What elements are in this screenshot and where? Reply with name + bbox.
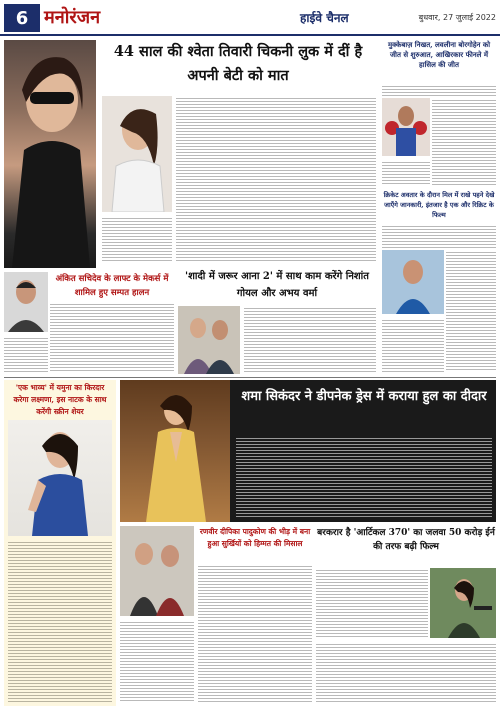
cricket-body-top (382, 224, 496, 248)
ankit-headline: अंकित सचिदेव के लाफ्ट के मेकर्स में शामिल हुए सम्पत हालन (55, 274, 169, 298)
boxing-body (432, 98, 496, 186)
section-divider (4, 377, 496, 378)
boxing-body-bottom (382, 160, 430, 186)
boxing-body-top (382, 84, 496, 96)
deepika-body (198, 564, 312, 702)
boxing-headline: मुक्केबाज़ निखत, लवलीना बोरगोहेन को जीत से शुरुआत, आखिरकार फीनले में हासिल की जीत (387, 40, 491, 69)
deepika-body-left (120, 620, 194, 702)
shweta-body (176, 96, 376, 262)
shama-body (236, 436, 492, 518)
cricket-body (446, 250, 496, 372)
shama-photo (120, 380, 230, 522)
section-title: मनोरंजन (44, 7, 101, 28)
article370-body (316, 642, 496, 702)
kaal-photo (8, 420, 112, 536)
ankit-body-bottom (4, 336, 48, 372)
shama-headline: शमा सिकंदर ने डीपनेक ड्रेस में कराया हुल का दीदार (241, 389, 487, 404)
article370-body-top (316, 568, 428, 638)
cricket-photo (382, 250, 444, 314)
kaal-headline: 'एक भाव्य' में यमुना का किरदार करेगा लक्ष्मणा, इस नाटक के साथ करेंगी स्क्रीन शेयर (13, 383, 107, 416)
boxing-photo (382, 98, 430, 156)
deepika-headline: रणवीर दीपिका पादुकोण की भीड़ में बना हुआ सुर्खियों को हिम्मत की मिसाल (199, 527, 311, 548)
paper-name: हाईवे चैनल (300, 11, 349, 25)
deepika-photo (120, 526, 194, 616)
shweta-photo (4, 40, 96, 268)
ankit-body (50, 302, 174, 372)
cricket-headline: क्रिकेट अवतार के दौरान मिल में राखे पहने देखे जाएँगे जानकारी, इंतजार है एक और रिक्रिट के फिल्म (383, 191, 495, 219)
shaadi-photo (178, 306, 240, 374)
shaadi-headline: 'शादी में जरूर आना 2' में साथ काम करेंगे निशांत गोयल और अभय वर्मा (185, 271, 369, 299)
shaadi-body (244, 306, 376, 374)
shweta-headline: 44 साल की श्वेता तिवारी चिकनी लुक में दीं है अपनी बेटी को मात (113, 43, 363, 84)
shweta-inset-photo (102, 96, 172, 212)
shweta-body-left (102, 216, 172, 262)
article370-photo (430, 568, 496, 638)
ankit-photo (4, 272, 48, 332)
cricket-body-bottom (382, 318, 444, 372)
kaal-body (8, 540, 112, 702)
issue-date: बुधवार, 27 जुलाई 2022 (418, 13, 496, 22)
page-number: 6 (4, 4, 40, 32)
article370-headline: बरकरार है 'आर्टिकल 370' का जलवा 50 करोड़ ईर्न की तरफ बढ़ी फिल्म (317, 528, 495, 552)
